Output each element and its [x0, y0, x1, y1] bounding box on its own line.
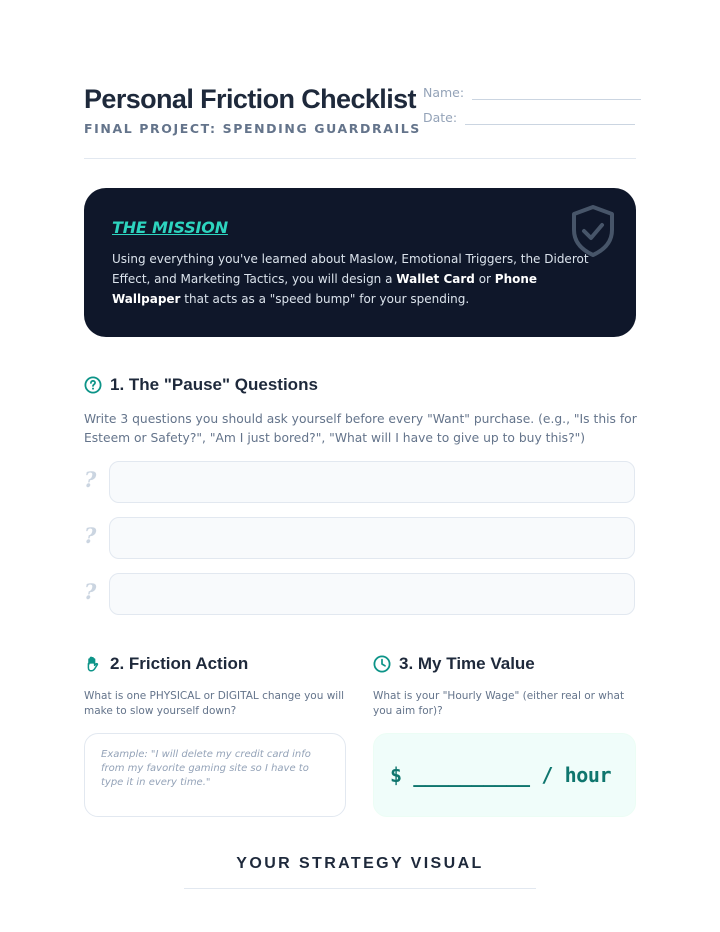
question-mark: ?: [84, 523, 97, 548]
question-row: [84, 573, 636, 615]
mission-title: THE MISSION: [112, 218, 228, 237]
question-input-3[interactable]: [109, 573, 635, 615]
section-pause-questions-heading: [84, 375, 318, 395]
page-subtitle: FINAL PROJECT: SPENDING GUARDRAILS: [84, 121, 421, 136]
mission-text-part: or: [474, 272, 495, 286]
friction-action-input[interactable]: [84, 733, 346, 817]
friction-action-placeholder: Example: "I will delete my credit card info from my favorite gaming site so I have to type it in every time.": [101, 749, 311, 788]
name-label: Name:: [423, 85, 465, 100]
section-time-value-description: What is your "Hourly Wage" (either real or what you aim for)?: [373, 690, 625, 717]
hourly-wage-input[interactable]: [373, 733, 636, 817]
date-input-line[interactable]: [465, 111, 635, 125]
section-friction-action-title: 2. Friction Action: [110, 654, 249, 673]
question-input-2[interactable]: [109, 517, 635, 559]
mission-bold-wallet-card: Wallet Card: [396, 272, 475, 286]
question-circle-icon: [84, 376, 102, 394]
section-friction-action-description: What is one PHYSICAL or DIGITAL change you will make to slow yourself down?: [84, 690, 345, 717]
page-title: Personal Friction Checklist: [84, 84, 416, 114]
clock-icon: [373, 655, 391, 673]
date-label: Date:: [423, 110, 458, 125]
name-field[interactable]: [423, 85, 641, 100]
question-input-1[interactable]: [109, 461, 635, 503]
mission-text: [112, 249, 608, 309]
shield-check-icon: [570, 204, 616, 258]
section-pause-questions-description: Write 3 questions you should ask yourself before every "Want" purchase. (e.g., "Is this for Esteem or Safety?", "Am I just bored?", "What will I have to give up to buy this?"): [84, 412, 637, 445]
strategy-visual-title: YOUR STRATEGY VISUAL: [236, 855, 484, 872]
hourly-wage-text: $ __________ / hour: [390, 763, 612, 787]
strategy-visual-divider: [184, 888, 536, 889]
date-field[interactable]: [423, 110, 635, 125]
mission-card: [84, 188, 636, 337]
section-pause-questions-title: 1. The "Pause" Questions: [110, 375, 318, 394]
question-mark: ?: [84, 579, 97, 604]
question-mark: ?: [84, 467, 97, 492]
header-divider: [84, 158, 636, 159]
name-input-line[interactable]: [472, 86, 641, 100]
section-time-value-heading: [373, 654, 535, 674]
question-row: [84, 461, 636, 503]
hand-icon: [84, 655, 102, 673]
mission-text-part: that acts as a "speed bump" for your spending.: [180, 292, 470, 306]
section-friction-action-heading: [84, 654, 248, 674]
question-row: [84, 517, 636, 559]
section-time-value-title: 3. My Time Value: [399, 654, 535, 673]
mission-bold-phone-wallpaper: Phone Wallpaper: [112, 272, 538, 306]
mission-text-part: Using everything you've learned about Maslow, Emotional Triggers, the Diderot Effect, and Marketing Tactics, you will design a: [112, 252, 589, 286]
